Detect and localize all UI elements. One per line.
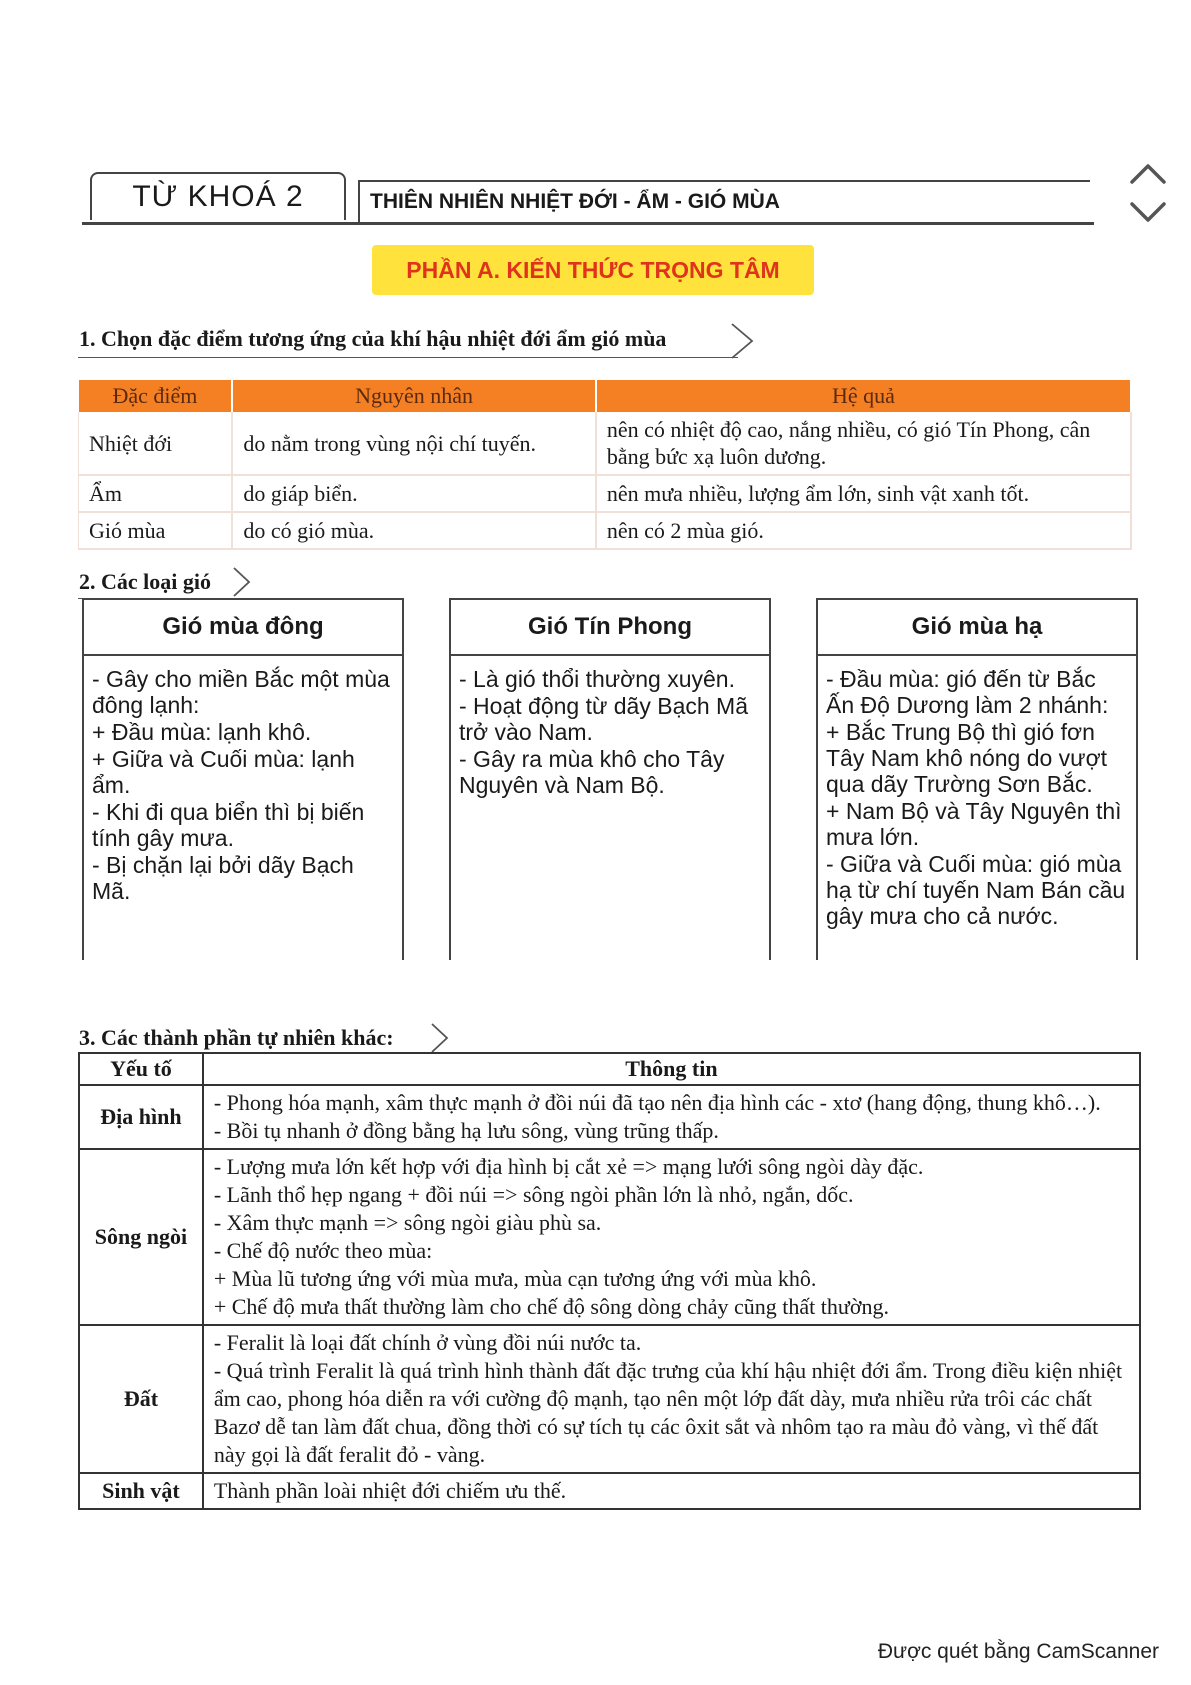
section1-heading: 1. Chọn đặc điểm tương ứng của khí hậu nhiệt đới ẩm gió mùa [79,326,667,351]
chevron-right-icon [232,566,252,598]
column-header: Nguyên nhân [232,380,595,412]
wind-box-winter-monsoon [82,598,404,960]
table-row [79,512,1132,549]
wind-box-title: Gió mùa đông [84,600,402,656]
topic-title: THIÊN NHIÊN NHIỆT ĐỚI - ẨM - GIÓ MÙA [358,180,1090,222]
chevron-up-icon[interactable] [1128,158,1168,188]
info-cell [203,1149,1140,1325]
wind-line: - Là gió thổi thường xuyên. [459,666,735,692]
info-line: - Phong hóa mạnh, xâm thực mạnh ở đồi núi đã tạo nên địa hình các - xtơ (hang động, thung khô…). [213,1090,1101,1115]
section2-heading: 2. Các loại gió [79,569,211,594]
table-row [79,1085,1140,1149]
keyword-label: TỪ KHOÁ 2 [90,172,346,220]
table-row [79,475,1132,512]
info-line: + Mùa lũ tương ứng với mùa mưa, mùa cạn tương ứng với mùa khô. [213,1266,817,1291]
wind-box-trade-wind [449,598,771,960]
effect-cell: nên có nhiệt độ cao, nắng nhiều, có gió Tín Phong, cân bằng bức xạ luôn dương. [596,412,1131,475]
column-header: Hệ quả [596,380,1131,412]
cause-cell: do có gió mùa. [232,512,595,549]
cause-cell: do giáp biển. [232,475,595,512]
wind-line: + Giữa và Cuối mùa: lạnh ẩm. [92,746,355,798]
feature-cell: Gió mùa [79,512,233,549]
wind-line: - Gây ra mùa khô cho Tây Nguyên và Nam Bộ. [459,746,725,798]
info-line: + Chế độ mưa thất thường làm cho chế độ sông dòng chảy cũng thất thường. [213,1294,889,1319]
info-line: - Quá trình Feralit là quá trình hình thành đất đặc trưng của khí hậu nhiệt đới ẩm. Trong điều kiện nhiệt ẩm cao, phong hóa diễn ra với cường độ mạnh, tạo nên một lớp đất dày, mưa nhiều rửa trôi các chất Bazơ dễ tan làm đất chua, đồng thời có sự tích tụ các ôxit sắt và nhôm tạo ra màu đỏ vàng, vì thế đất này gọi là đất feralit đỏ - vàng. [213,1358,1123,1467]
wind-box-body [451,656,769,798]
wind-line: - Giữa và Cuối mùa: gió mùa hạ từ chí tuyến Nam Bán cầu gây mưa cho cả nước. [826,851,1126,929]
factor-cell: Địa hình [79,1085,203,1149]
wind-line: - Gây cho miền Bắc một mùa đông lạnh: [92,666,390,718]
info-line: - Lãnh thổ hẹp ngang + đồi núi => sông ngòi phần lớn là nhỏ, ngắn, dốc. [213,1182,854,1207]
effect-cell: nên mưa nhiều, lượng ẩm lớn, sinh vật xanh tốt. [596,475,1131,512]
info-line: - Xâm thực mạnh => sông ngòi giàu phù sa. [213,1210,602,1235]
table-row [79,1325,1140,1473]
natural-components-table [78,1052,1141,1510]
chevron-down-icon[interactable] [1128,198,1168,228]
climate-features-table [78,380,1132,550]
info-line: - Feralit là loại đất chính ở vùng đồi núi nước ta. [213,1330,642,1355]
wind-box-title: Gió Tín Phong [451,600,769,656]
table-row [79,412,1132,475]
wind-line: - Khi đi qua biển thì bị biến tính gây mưa. [92,799,365,851]
section3-heading: 3. Các thành phần tự nhiên khác: [79,1025,394,1050]
wind-line: + Nam Bộ và Tây Nguyên thì mưa lớn. [826,798,1122,850]
header-divider [82,222,1094,225]
section1-underline [78,357,738,358]
info-cell [203,1473,1140,1509]
chevron-right-icon [730,322,756,360]
info-cell [203,1085,1140,1149]
table-header-row [79,380,1132,412]
wind-box-body [818,656,1136,929]
wind-line: - Đầu mùa: gió đến từ Bắc Ấn Độ Dương làm 2 nhánh: [826,666,1109,718]
column-header: Đặc điểm [79,380,233,412]
section-banner: PHẦN A. KIẾN THỨC TRỌNG TÂM [372,245,814,295]
table-row [79,1149,1140,1325]
wind-box-title: Gió mùa hạ [818,600,1136,656]
cause-cell: do nằm trong vùng nội chí tuyến. [232,412,595,475]
feature-cell: Ẩm [79,475,233,512]
feature-cell: Nhiệt đới [79,412,233,475]
info-line: - Lượng mưa lớn kết hợp với địa hình bị cắt xẻ => mạng lưới sông ngòi dày đặc. [213,1154,924,1179]
column-header: Yếu tố [79,1053,203,1085]
wind-box-summer-monsoon [816,598,1138,960]
info-line: Thành phần loài nhiệt đới chiếm ưu thế. [213,1478,567,1503]
wind-line: + Đầu mùa: lạnh khô. [92,719,312,745]
info-cell [203,1325,1140,1473]
wind-line: - Bị chặn lại bởi dãy Bạch Mã. [92,852,354,904]
wind-line: - Hoạt động từ dãy Bạch Mã trở vào Nam. [459,693,748,745]
info-line: - Chế độ nước theo mùa: [213,1238,433,1263]
scanner-watermark: Được quét bằng CamScanner [877,1640,1159,1663]
info-line: - Bồi tụ nhanh ở đồng bằng hạ lưu sông, vùng trũng thấp. [213,1118,719,1143]
wind-line: + Bắc Trung Bộ thì gió fơn Tây Nam khô nóng do vượt qua dãy Trường Sơn Bắc. [826,719,1108,797]
table-header-row [79,1053,1140,1085]
factor-cell: Đất [79,1325,203,1473]
column-header: Thông tin [203,1053,1140,1085]
table-row [79,1473,1140,1509]
effect-cell: nên có 2 mùa gió. [596,512,1131,549]
factor-cell: Sinh vật [79,1473,203,1509]
wind-box-body [84,656,402,904]
chevron-right-icon [430,1022,450,1054]
factor-cell: Sông ngòi [79,1149,203,1325]
